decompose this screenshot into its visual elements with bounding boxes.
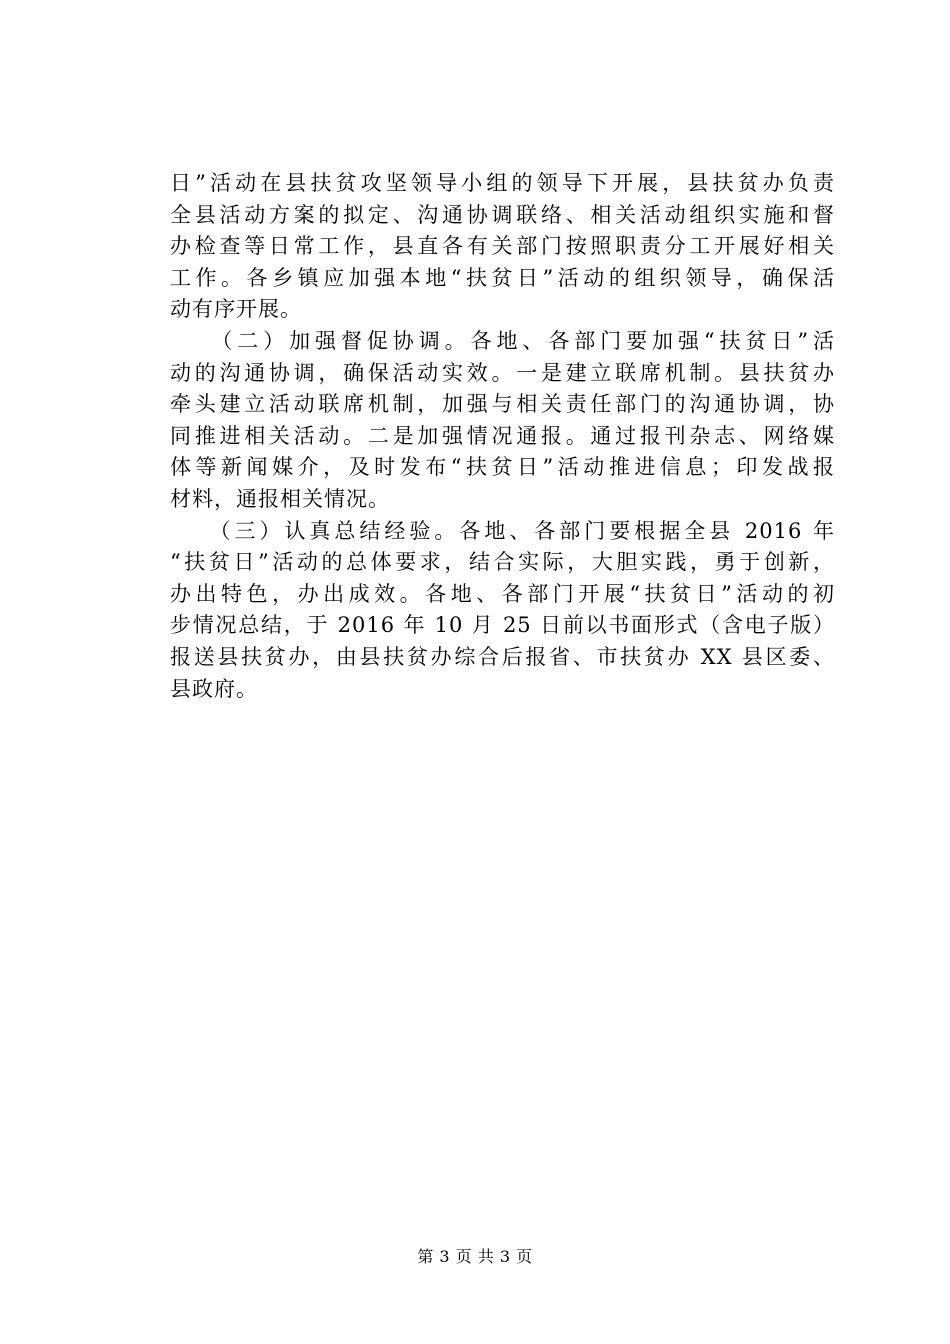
text-line: 办检查等日常工作，县直各有关部门按照职责分工开展好相关 bbox=[170, 234, 835, 259]
text-line: 办出特色，办出成效。各地、各部门开展“扶贫日”活动的初 bbox=[170, 581, 835, 606]
text-line: 同推进相关活动。二是加强情况通报。通过报刊杂志、网络媒 bbox=[170, 423, 835, 448]
text-line: （二）加强督促协调。各地、各部门要加强“扶贫日”活 bbox=[170, 328, 835, 353]
text-line: 报送县扶贫办，由县扶贫办综合后报省、市扶贫办 XX 县区委、 bbox=[170, 644, 835, 669]
text-line: 动的沟通协调，确保活动实效。一是建立联席机制。县扶贫办 bbox=[170, 360, 835, 385]
text-line: 步情况总结，于 2016 年 10 月 25 日前以书面形式（含电子版） bbox=[170, 613, 835, 638]
text-line: 动有序开展。 bbox=[170, 297, 302, 322]
text-line: 体等新闻媒介，及时发布“扶贫日”活动推进信息；印发战报 bbox=[170, 455, 835, 480]
body-text bbox=[170, 168, 835, 705]
page-footer: 第 3 页 共 3 页 bbox=[417, 1247, 533, 1266]
text-line: （三）认真总结经验。各地、各部门要根据全县 2016 年 bbox=[170, 518, 835, 543]
text-line: 全县活动方案的拟定、沟通协调联络、相关活动组织实施和督 bbox=[170, 202, 835, 227]
text-line: 材料，通报相关情况。 bbox=[170, 486, 390, 511]
text-line: 工作。各乡镇应加强本地“扶贫日”活动的组织领导，确保活 bbox=[170, 265, 835, 290]
text-line: 县政府。 bbox=[170, 676, 258, 701]
text-line: 牵头建立活动联席机制，加强与相关责任部门的沟通协调，协 bbox=[170, 392, 835, 417]
text-line: 日”活动在县扶贫攻坚领导小组的领导下开展，县扶贫办负责 bbox=[170, 171, 835, 195]
text-line: “扶贫日”活动的总体要求，结合实际，大胆实践，勇于创新， bbox=[170, 550, 835, 575]
